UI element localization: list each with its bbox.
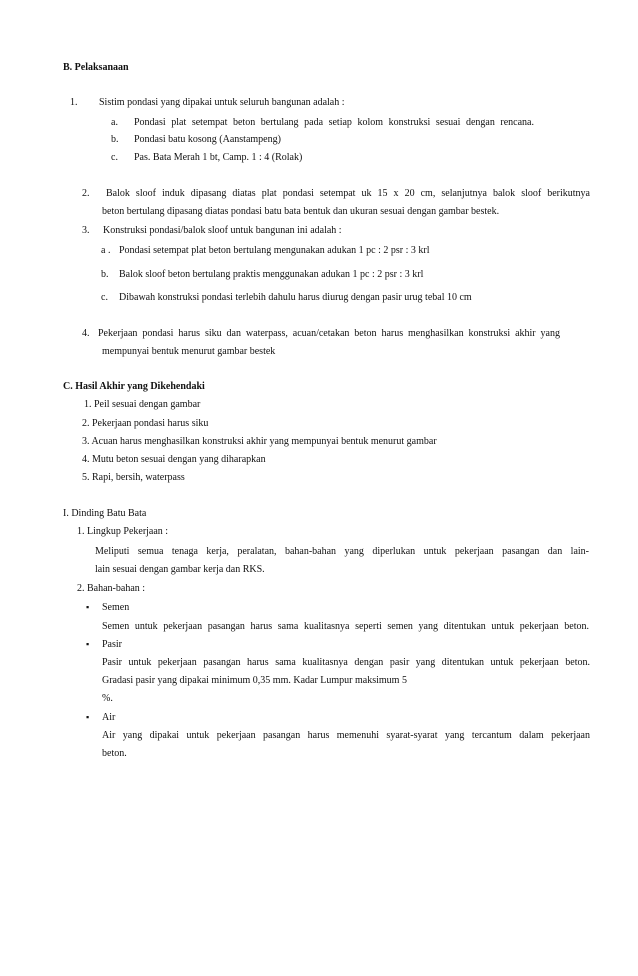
result-item-3: 3. Acuan harus menghasilkan konstruksi akhir yang mempunyai bentuk menurut gambar (82, 436, 437, 447)
result-item-1: 1. Peil sesuai dengan gambar (84, 399, 201, 410)
section-b-heading: B. Pelaksanaan (63, 62, 129, 73)
result-item-4: 4. Mutu beton sesuai dengan yang diharapkan (82, 454, 266, 465)
item-3c-letter: c. (101, 292, 108, 303)
item-1a-letter: a. (111, 117, 118, 128)
pasir-line-3: %. (102, 693, 113, 704)
lingkup-line-2: lain sesuai dengan gambar kerja dan RKS. (95, 564, 265, 575)
item-3b-text: Balok sloof beton bertulang praktis menggunakan adukan 1 pc : 2 psr : 3 krl (119, 269, 424, 280)
result-item-5: 5. Rapi, bersih, waterpass (82, 472, 185, 483)
section-c-heading: C. Hasil Akhir yang Dikehendaki (63, 381, 205, 392)
item-2-line-2: beton bertulang dipasang diatas pondasi batu bata bentuk dan ukuran sesuai dengan gambar bestek. (102, 206, 500, 217)
item-1a-text: Pondasi plat setempat beton bertulang pada setiap kolom konstruksi sesuai dengan rencana. (134, 117, 534, 128)
item-1b-letter: b. (111, 134, 119, 145)
item-2-number: 2. (82, 188, 90, 199)
item-4-number: 4. (82, 328, 90, 339)
item-4-line-1: Pekerjaan pondasi harus siku dan waterpass, acuan/cetakan beton harus menghasilkan konstruksi akhir yang (98, 328, 560, 339)
lingkup-label: 1. Lingkup Pekerjaan : (77, 526, 169, 537)
semen-bullet: ▪ (86, 602, 90, 612)
pasir-line-1: Pasir untuk pekerjaan pasangan harus sama kualitasnya dengan pasir yang ditentukan untuk pekerjaan beton. (102, 657, 590, 668)
item-3a-letter: a . (101, 245, 111, 256)
item-4-line-2: mempunyai bentuk menurut gambar bestek (102, 346, 276, 357)
lingkup-line-1: Meliputi semua tenaga kerja, peralatan, bahan-bahan yang diperlukan untuk pekerjaan pasangan dan lain- (95, 546, 589, 557)
air-title: Air (102, 712, 116, 723)
item-1c-letter: c. (111, 152, 118, 163)
section-i-heading: I. Dinding Batu Bata (63, 508, 147, 519)
item-1c-text: Pas. Bata Merah 1 bt, Camp. 1 : 4 (Rolak) (134, 152, 303, 163)
item-1-number: 1. (70, 97, 78, 108)
pasir-title: Pasir (102, 639, 122, 650)
item-3b-letter: b. (101, 269, 109, 280)
pasir-bullet: ▪ (86, 639, 90, 649)
item-3-number: 3. (82, 225, 90, 236)
item-3c-text: Dibawah konstruksi pondasi terlebih dahulu harus diurug dengan pasir urug tebal 10 cm (119, 292, 472, 303)
air-bullet: ▪ (86, 712, 90, 722)
result-item-2: 2. Pekerjaan pondasi harus siku (82, 418, 209, 429)
air-line-2: beton. (102, 748, 127, 759)
item-1-text: Sistim pondasi yang dipakai untuk seluruh bangunan adalah : (99, 97, 345, 108)
item-3a-text: Pondasi setempat plat beton bertulang mengunakan adukan 1 pc : 2 psr : 3 krl (119, 245, 430, 256)
pasir-line-2: Gradasi pasir yang dipakai minimum 0,35 mm. Kadar Lumpur maksimum 5 (102, 675, 407, 686)
bahan-label: 2. Bahan-bahan : (77, 583, 146, 594)
semen-title: Semen (102, 602, 130, 613)
air-line-1: Air yang dipakai untuk pekerjaan pasangan harus memenuhi syarat-syarat yang tercantum dalam pekerjaan (102, 730, 590, 741)
item-3-text: Konstruksi pondasi/balok sloof untuk bangunan ini adalah : (103, 225, 342, 236)
semen-line-1: Semen untuk pekerjaan pasangan harus sama kualitasnya seperti semen yang ditentukan untuk pekerjaan beton. (102, 621, 589, 632)
item-2-line-1: Balok sloof induk dipasang diatas plat pondasi setempat uk 15 x 20 cm, selanjutnya balok sloof berikutnya (106, 188, 590, 199)
item-1b-text: Pondasi batu kosong (Aanstampeng) (134, 134, 281, 145)
